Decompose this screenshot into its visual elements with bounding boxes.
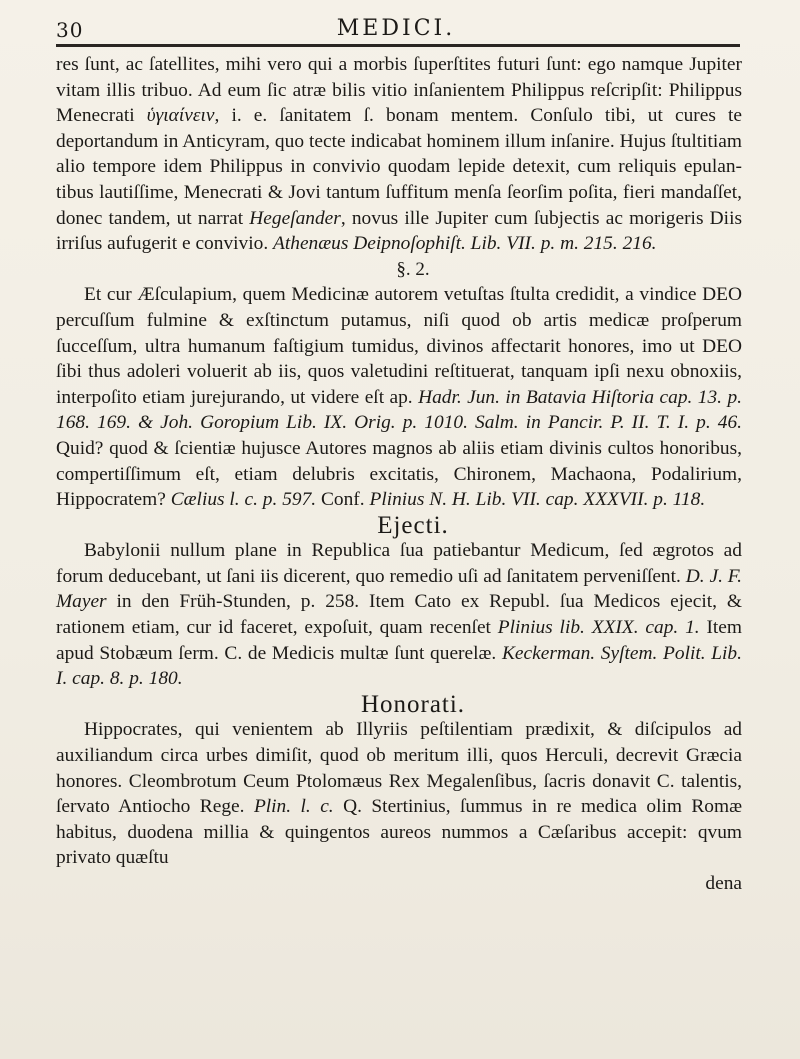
section-heading: Ejecti. xyxy=(377,511,449,539)
citation: Hegeſander xyxy=(249,207,341,229)
citation: Cælius l. c. p. 597. xyxy=(170,489,317,511)
section-mark: §. 2. xyxy=(396,258,430,280)
catchword: dena xyxy=(705,873,742,894)
paragraph-continuation: res ſunt, ac ſatellites, mihi vero qui a morbis ſuperſtites futuri ſunt: ego namque Jupiter vitam illis tribuo. Ad eum ſic atræ bilis vitio inſanientem Philippus reſcripſit: Philippus Menecrati ὑγιαίνειν, i. e. ſanitatem ſ. bonam mentem. Conſulo tibi, ut cures te deportandum in Anticyram, quo tecte indicabat hominem illum inſanire. Hujus ſtultitiam alio tempore idem Philippus in convivio quodam lepide detexit, cum reliquis epulantibus lautiſſime, Menecrati & Jovi tantum ſuffitum menſa ſeorſim poſita, fieri mandaſſet, donec tandem, ut narrat Hegeſander, novus ille Jupiter cum ſubjectis ac morigeris Diis irriſus aufugerit e convivio. Athenæus Deipnoſophiſt. Lib. VII. p. m. 215. 216. xyxy=(56,54,743,255)
page-number: 30 xyxy=(56,18,84,42)
citation: Plin. l. c. xyxy=(253,796,334,818)
citation: D. J. F. Mayer xyxy=(56,565,742,613)
body-text xyxy=(56,52,742,1049)
section-heading: Honorati. xyxy=(360,690,466,718)
citation: Hadr. Jun. in Batavia Hiſtoria cap. 13. p. 168. 169. & Joh. Goropium Lib. IX. Orig. p. 1010. Salm. in Pancir. P. II. T. I. p. 46. xyxy=(56,386,742,434)
citation: Athenæus Deipnoſophiſt. Lib. VII. p. m. 215. 216. xyxy=(273,233,657,255)
citation: Plinius lib. XXIX. cap. 1. xyxy=(497,617,700,639)
paragraph: Hippocrates, qui venientem ab Illyriis peſtilentiam prædixit, & diſcipulos ad auxiliandum circa urbes dimiſit, quod ob meritum illi, quos Herculi, decrevit Græcia honores. Cleombrotum Ceum Ptolomæus Rex Megalenſibus, ſacris donavit C. talentis, ſervato Antiocho Rege. Plin. l. c. Q. Stertinius, ſummus in re medica olim Romæ habitus, duodena millia & quingentos aureos nummos a Cæſaribus accepit: qvum privato quæſtu xyxy=(56,719,743,869)
paragraph: Et cur Æſculapium, quem Medicinæ autorem vetuſtas ſtulta credidit, a vindice DEO percuſſum fulmine & exſtinctum putamus, niſi quod ob artis medicæ proſperum ſucceſſum, ultra humanum faſtigium tumidus, divinos affectarit honores, imo ut DEO ſibi thus adoleri voluerit ab iis, quos valetudini reſtituerat, tanquam ipſi nexu obnoxiis, interpoſito etiam jurejurando, ut videre eſt ap. Hadr. Jun. in Batavia Hiſtoria cap. 13. p. 168. 169. & Joh. Goropium Lib. IX. Orig. p. 1010. Salm. in Pancir. P. II. T. I. p. 46. Quid? quod & ſcientiæ hujusce Autores magnos ab aliis etiam divinis cultos honoribus, compertiſſimum eſt, etiam delubris excitatis, Chironem, Machaona, Podalirium, Hippocratem? Cælius l. c. p. 597. Conf. Plinius N. H. Lib. VII. cap. XXXVII. p. 118. xyxy=(56,284,742,511)
citation: Keckerman. Syſtem. Polit. Lib. I. cap. 8. p. 180. xyxy=(56,642,742,690)
greek-word: ὑγιαίνειν xyxy=(146,105,215,127)
header-rule xyxy=(56,44,740,47)
citation: Plinius N. H. Lib. VII. cap. XXXVII. p. 118. xyxy=(369,489,706,511)
running-head: MEDICI. xyxy=(336,16,456,41)
paragraph: Babylonii nullum plane in Republica ſua patiebantur Medicum, ſed ægrotos ad forum deducebant, ut ſani iis dicerent, quo remedio uſi ad ſanitatem perveniſſent. D. J. F. Mayer in den Früh-Stunden, p. 258. Item Cato ex Republ. ſua Medicos ejecit, & rationem etiam, cur id faceret, expoſuit, quam recenſet Plinius lib. XXIX. cap. 1. Item apud Stobæum ſerm. C. de Medicis multæ ſunt querelæ. Keckerman. Syſtem. Polit. Lib. I. cap. 8. p. 180. xyxy=(56,540,742,690)
